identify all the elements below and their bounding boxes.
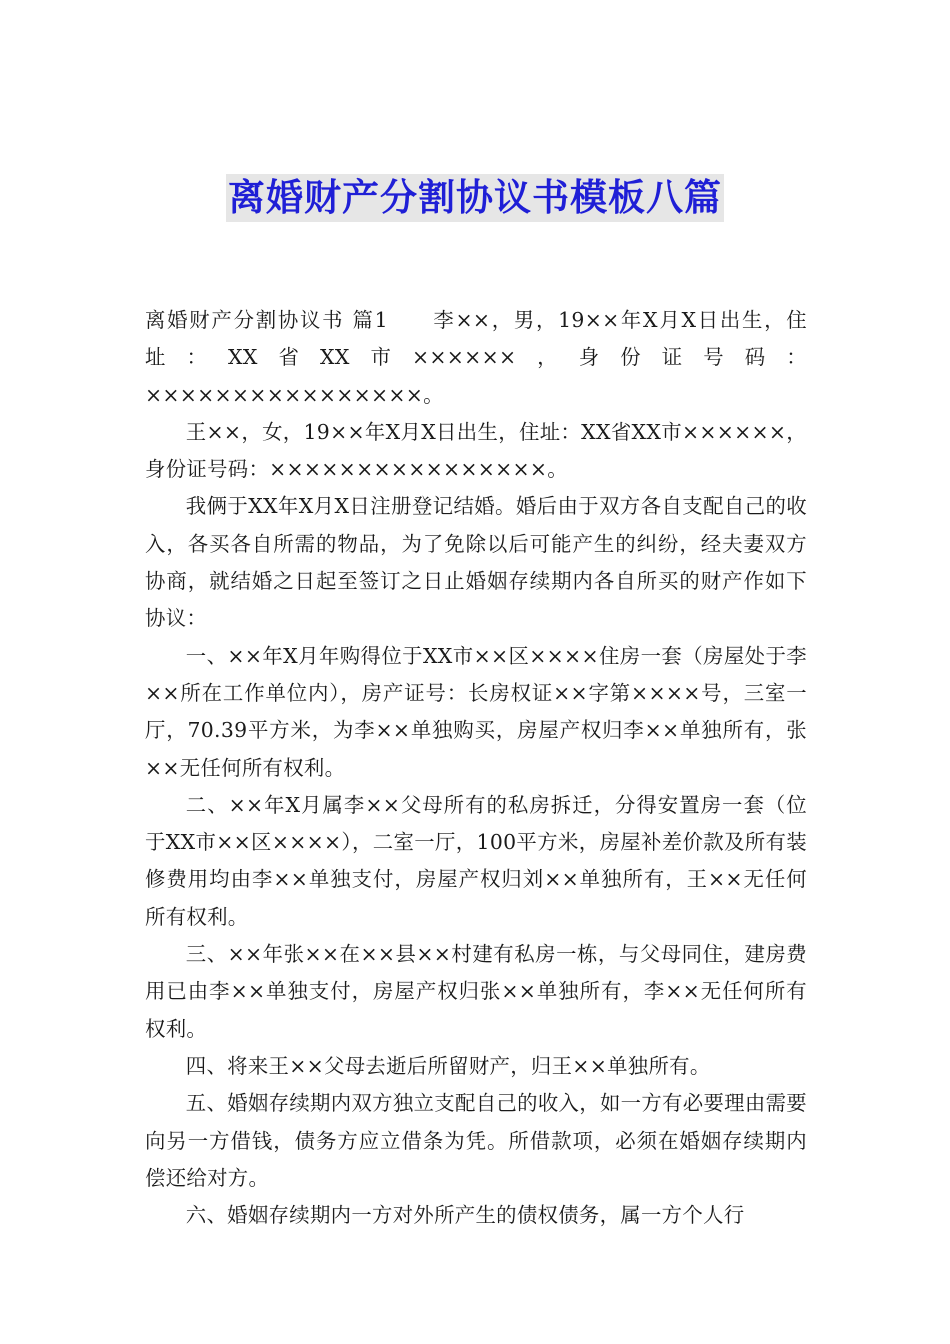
paragraph-marriage-statement: 我俩于XX年X月X日注册登记结婚。婚后由于双方各自支配自己的收入，各买各自所需的物品，为了免除以后可能产生的纠纷，经夫妻双方协商，就结婚之日起至签订之日止婚姻存续期内各自所买的财产作如下协议：: [145, 494, 807, 631]
paragraph-clause-5: 五、婚姻存续期内双方独立支配自己的收入，如一方有必要理由需要向另一方借钱，债务方应立借条为凭。所借款项，必须在婚姻存续期内偿还给对方。: [145, 1091, 807, 1190]
paragraph-party-wang: 王××，女，19××年X月X日出生，住址：XX省XX市××××××，身份证号码：××××××××××××××××。: [145, 419, 807, 482]
paragraph-clause-1: 一、××年X月年购得位于XX市××区××××住房一套（房屋处于李××所在工作单位内），房产证号：长房权证××字第××××号，三室一厅，70.39平方米，为李××单独购买，房屋产权归李××单独所有，张××无任何所有权利。: [145, 643, 807, 780]
document-body: [145, 302, 807, 1234]
paragraph-text: 李××，男，19××年X月X日出生，住址：XX省XX市××××××，身份证号码：××××××××××××××××。: [145, 308, 807, 407]
paragraph-clause-2: 二、××年X月属李××父母所有的私房拆迁，分得安置房一套（位于XX市××区××××），二室一厅，100平方米，房屋补差价款及所有装修费用均由李××单独支付，房屋产权归刘××单独所有，王××无任何所有权利。: [145, 792, 807, 929]
paragraph-clause-4: 四、将来王××父母去逝后所留财产，归王××单独所有。: [185, 1053, 711, 1078]
document-title: [0, 174, 950, 222]
paragraph-party-li: [145, 302, 807, 414]
paragraph-clause-6: 六、婚姻存续期内一方对外所产生的债权债务，属一方个人行: [185, 1203, 745, 1228]
paragraph-clause-3: 三、××年张××在××县××村建有私房一栋，与父母同住，建房费用已由李××单独支付，房屋产权归张××单独所有，李××无任何所有权利。: [145, 942, 807, 1041]
document-title-text: 离婚财产分割协议书模板八篇: [226, 174, 724, 222]
section-heading: 离婚财产分割协议书 篇1: [145, 308, 388, 332]
